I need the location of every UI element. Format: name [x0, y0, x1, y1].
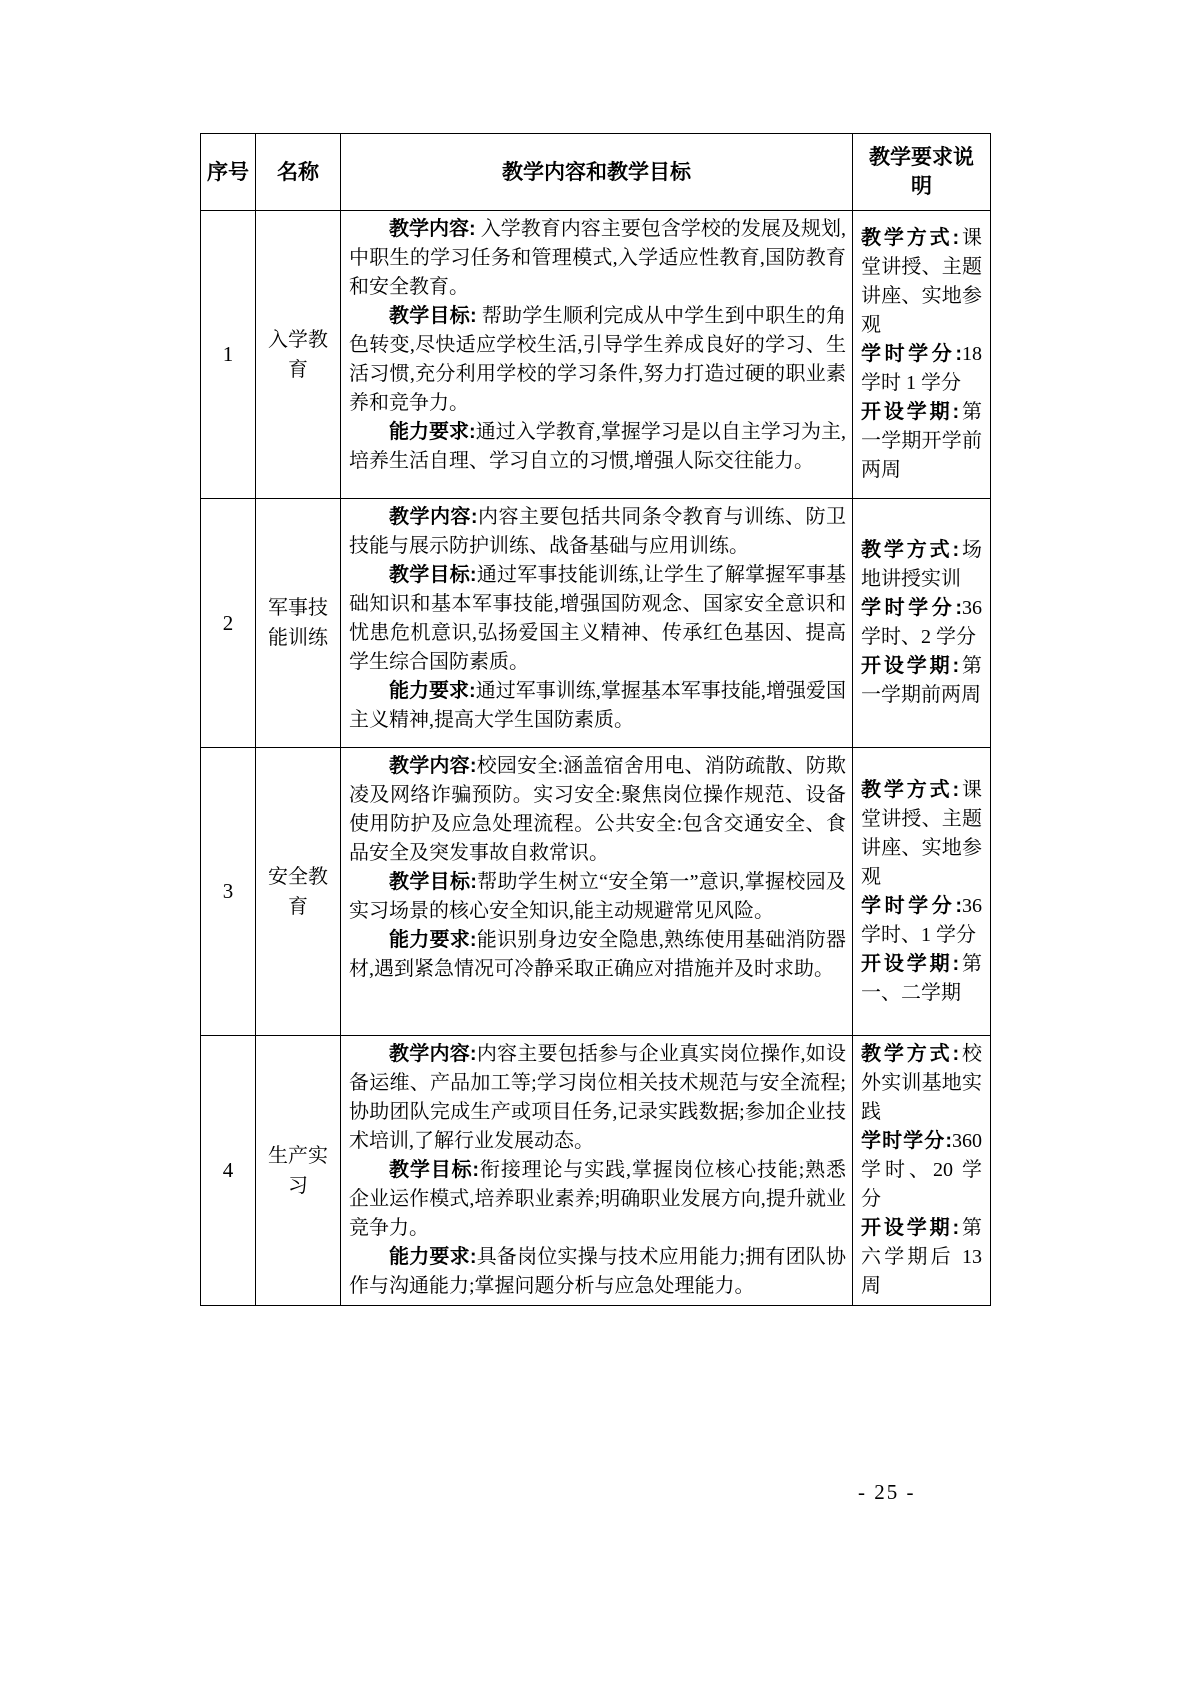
paragraph-label: 教学目标:: [389, 564, 477, 586]
content-cell: [341, 499, 853, 748]
paragraph: [349, 1040, 846, 1156]
requirement-label: 开设学期:: [861, 1217, 960, 1239]
paragraph: [349, 1243, 846, 1301]
paragraph-text: 具备岗位实操与技术应用能力;拥有团队协作与沟通能力;掌握问题分析与应急处理能力。: [349, 1246, 846, 1297]
paragraph-text: 帮助学生树立“安全第一”意识,掌握校园及实习场景的核心安全知识,能主动规避常见风险。: [349, 871, 846, 922]
requirement-item: [861, 1214, 982, 1301]
header-cell-number: 序号: [201, 134, 256, 211]
paragraph-label: 教学内容:: [389, 755, 477, 777]
requirement-item: [861, 1127, 982, 1214]
requirement-text: 场地讲授实训: [861, 539, 982, 590]
paragraph-text: 内容主要包括参与企业真实岗位操作,如设备运维、产品加工等;学习岗位相关技术规范与安全流程;协助团队完成生产或项目任务,记录实践数据;参加企业技术培训,了解行业发展动态。: [349, 1043, 846, 1152]
header-cell-content: 教学内容和教学目标: [341, 134, 853, 211]
paragraph-text: 通过入学教育,掌握学习是以自主学习为主,培养生活自理、学习自立的习惯,增强人际交往能力。: [349, 421, 846, 472]
requirements-cell: [853, 211, 991, 499]
requirement-label: 开设学期:: [861, 952, 960, 975]
row-number: 2: [201, 499, 256, 748]
paragraph-text: 通过军事训练,掌握基本军事技能,增强爱国主义精神,提高大学生国防素质。: [349, 680, 846, 731]
requirement-label: 教学方式:: [861, 227, 960, 249]
paragraph-text: 校园安全:涵盖宿舍用电、消防疏散、防欺凌及网络诈骗预防。实习安全:聚焦岗位操作规范、设备使用防护及应急处理流程。公共安全:包含交通安全、食品安全及突发事故自救常识。: [349, 755, 846, 864]
paragraph-label: 能力要求:: [389, 421, 476, 443]
requirement-label: 教学方式:: [861, 539, 960, 561]
requirement-item: [861, 776, 982, 892]
requirement-label: 教学方式:: [861, 1043, 960, 1065]
requirement-text: 18 学时 1 学分: [861, 343, 982, 394]
course-name: 入学教育: [256, 211, 341, 499]
paragraph-text: 能识别身边安全隐患,熟练使用基础消防器材,遇到紧急情况可冷静采取正确应对措施并及时求助。: [349, 929, 846, 980]
paragraph-label: 教学内容:: [389, 506, 478, 528]
header-row: [201, 134, 991, 211]
paragraph-label: 教学内容:: [389, 1043, 477, 1065]
requirement-item: [861, 1040, 982, 1127]
requirement-item: [861, 594, 982, 652]
paragraph-label: 能力要求:: [389, 929, 477, 951]
paragraph: [349, 677, 846, 735]
paragraph-label: 能力要求:: [389, 1246, 477, 1268]
content-cell: [341, 1036, 853, 1306]
requirement-label: 学时学分:: [861, 343, 962, 365]
requirements-cell: [853, 1036, 991, 1306]
paragraph: [349, 868, 846, 926]
requirement-text: 课堂讲授、主题讲座、实地参观: [861, 227, 982, 336]
row-number: 3: [201, 748, 256, 1036]
table-row: [201, 748, 991, 1036]
paragraph-text: 内容主要包括共同条令教育与训练、防卫技能与展示防护训练、战备基础与应用训练。: [349, 506, 846, 557]
course-name: 军事技能训练: [256, 499, 341, 748]
paragraph: [349, 561, 846, 677]
paragraph: [349, 503, 846, 561]
header-cell-name: 名称: [256, 134, 341, 211]
requirement-text: 第一、二学期: [861, 952, 982, 1004]
paragraph-text: 入学教育内容主要包含学校的发展及规划,中职生的学习任务和管理模式,入学适应性教育,国防教育和安全教育。: [349, 218, 846, 298]
requirement-item: [861, 224, 982, 340]
requirement-text: 第一学期前两周: [861, 655, 982, 706]
requirement-item: [861, 950, 982, 1008]
requirement-text: 课堂讲授、主题讲座、实地参观: [861, 778, 982, 888]
requirement-item: [861, 652, 982, 710]
requirement-text: 第一学期开学前两周: [861, 401, 982, 481]
paragraph: [349, 302, 846, 418]
table-row: [201, 499, 991, 748]
requirement-label: 开设学期:: [861, 401, 960, 423]
requirement-text: 36 学时、1 学分: [861, 894, 982, 946]
requirement-item: [861, 536, 982, 594]
paragraph-text: 衔接理论与实践,掌握岗位核心技能;熟悉企业运作模式,培养职业素养;明确职业发展方向,提升就业竞争力。: [349, 1159, 846, 1239]
table-row: [201, 211, 991, 499]
paragraph-text: 帮助学生顺利完成从中学生到中职生的角色转变,尽快适应学校生活,引导学生养成良好的学习、生活习惯,充分利用学校的学习条件,努力打造过硬的职业素养和竞争力。: [349, 305, 846, 414]
row-number: 1: [201, 211, 256, 499]
paragraph-label: 教学目标:: [389, 305, 477, 327]
requirement-text: 360 学时、20 学分: [861, 1130, 982, 1210]
paragraph: [349, 418, 846, 476]
row-number: 4: [201, 1036, 256, 1306]
course-name: 生产实习: [256, 1036, 341, 1306]
requirement-item: [861, 398, 982, 485]
requirement-label: 学时学分:: [861, 1130, 952, 1152]
requirements-cell: [853, 748, 991, 1036]
curriculum-table: [200, 133, 991, 1306]
requirement-label: 学时学分:: [861, 597, 962, 619]
paragraph-label: 教学内容:: [389, 218, 476, 240]
requirement-text: 36 学时、2 学分: [861, 597, 982, 648]
requirement-text: 第六学期后 13 周: [861, 1217, 982, 1297]
page-number: - 25 -: [858, 1480, 916, 1504]
requirement-label: 学时学分:: [861, 894, 962, 917]
requirement-label: 教学方式:: [861, 778, 960, 801]
paragraph: [349, 926, 846, 984]
paragraph: [349, 752, 846, 868]
paragraph-label: 能力要求:: [389, 680, 476, 702]
paragraph-label: 教学目标:: [389, 871, 477, 893]
requirement-label: 开设学期:: [861, 655, 960, 677]
paragraph: [349, 215, 846, 302]
requirement-item: [861, 892, 982, 950]
paragraph-label: 教学目标:: [389, 1159, 480, 1181]
paragraph-text: 通过军事技能训练,让学生了解掌握军事基础知识和基本军事技能,增强国防观念、国家安全意识和忧患危机意识,弘扬爱国主义精神、传承红色基因、提高学生综合国防素质。: [349, 564, 846, 673]
header-cell-requirements: 教学要求说明: [853, 134, 991, 211]
table-row: [201, 1036, 991, 1306]
content-cell: [341, 211, 853, 499]
course-name: 安全教育: [256, 748, 341, 1036]
requirement-item: [861, 340, 982, 398]
requirement-text: 校外实训基地实践: [861, 1043, 982, 1123]
requirements-cell: [853, 499, 991, 748]
paragraph: [349, 1156, 846, 1243]
content-cell: [341, 748, 853, 1036]
